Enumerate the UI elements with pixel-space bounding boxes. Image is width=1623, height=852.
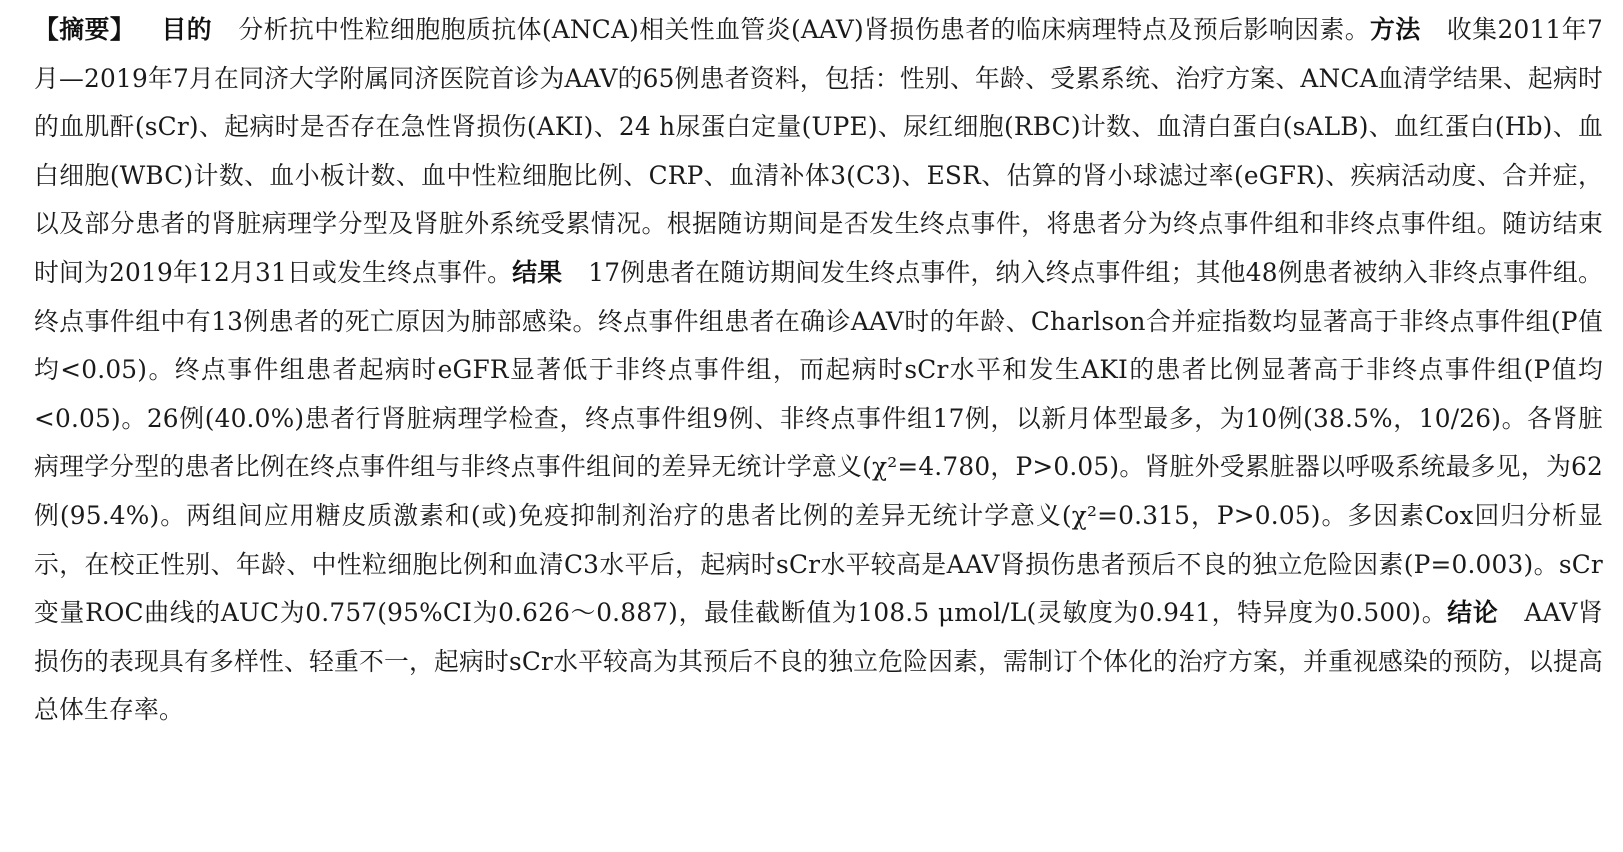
abstract-label: 【摘要】 bbox=[34, 15, 136, 44]
section-heading-results: 结果 bbox=[512, 257, 563, 287]
section-body-methods: 收集2011年7月—2019年7月在同济大学附属同济医院首诊为AAV的65例患者资料，包括：性别、年龄、受累系统、治疗方案、ANCA血清学结果、起病时的血肌酐(sCr)、起病时是否存在急性肾损伤(AKI)、24 h尿蛋白定量(UPE)、尿红细胞(RBC)计数、血清白蛋白(sALB)、血红蛋白(Hb)、血白细胞(WBC)计数、血小板计数、血中性粒细胞比例、CRP、血清补体3(C3)、ESR、估算的肾小球滤过率(eGFR)、疾病活动度、合并症，以及部分患者的肾脏病理学分型及肾脏外系统受累情况。根据随访期间是否发生终点事件，将患者分为终点事件组和非终点事件组。随访结束时间为2019年12月31日或发生终点事件。 bbox=[34, 15, 1603, 287]
section-body-conclusion: AAV肾损伤的表现具有多样性、轻重不一，起病时sCr水平较高为其预后不良的独立危险因素，需制订个体化的治疗方案，并重视感染的预防，以提高总体生存率。 bbox=[34, 598, 1604, 725]
section-body-objective: 分析抗中性粒细胞胞质抗体(ANCA)相关性血管炎(AAV)肾损伤患者的临床病理特点及预后影响因素。 bbox=[238, 15, 1371, 44]
section-heading-conclusion: 结论 bbox=[1447, 598, 1499, 628]
section-body-results: 17例患者在随访期间发生终点事件，纳入终点事件组；其他48例患者被纳入非终点事件组。终点事件组中有13例患者的死亡原因为肺部感染。终点事件组患者在确诊AAV时的年龄、Charlson合并症指数均显著高于非终点事件组(P值均<0.05)。终点事件组患者起病时eGFR显著低于非终点事件组，而起病时sCr水平和发生AKI的患者比例显著高于非终点事件组(P值均<0.05)。26例(40.0%)患者行肾脏病理学检查，终点事件组9例、非终点事件组17例，以新月体型最多，为10例(38.5%，10/26)。各肾脏病理学分型的患者比例在终点事件组与非终点事件组间的差异无统计学意义(χ²=4.780，P>0.05)。肾脏外受累脏器以呼吸系统最多见，为62例(95.4%)。两组间应用糖皮质激素和(或)免疫抑制剂治疗的患者比例的差异无统计学意义(χ²=0.315，P>0.05)。多因素Cox回归分析显示，在校正性别、年龄、中性粒细胞比例和血清C3水平后，起病时sCr水平较高是AAV肾损伤患者预后不良的独立危险因素(P=0.003)。sCr变量ROC曲线的AUC为0.757(95%CI为0.626～0.887)，最佳截断值为108.5 μmol/L(灵敏度为0.941，特异度为0.500)。 bbox=[34, 257, 1603, 628]
section-heading-methods: 方法 bbox=[1370, 15, 1421, 44]
section-heading-objective: 目的 bbox=[161, 15, 213, 44]
